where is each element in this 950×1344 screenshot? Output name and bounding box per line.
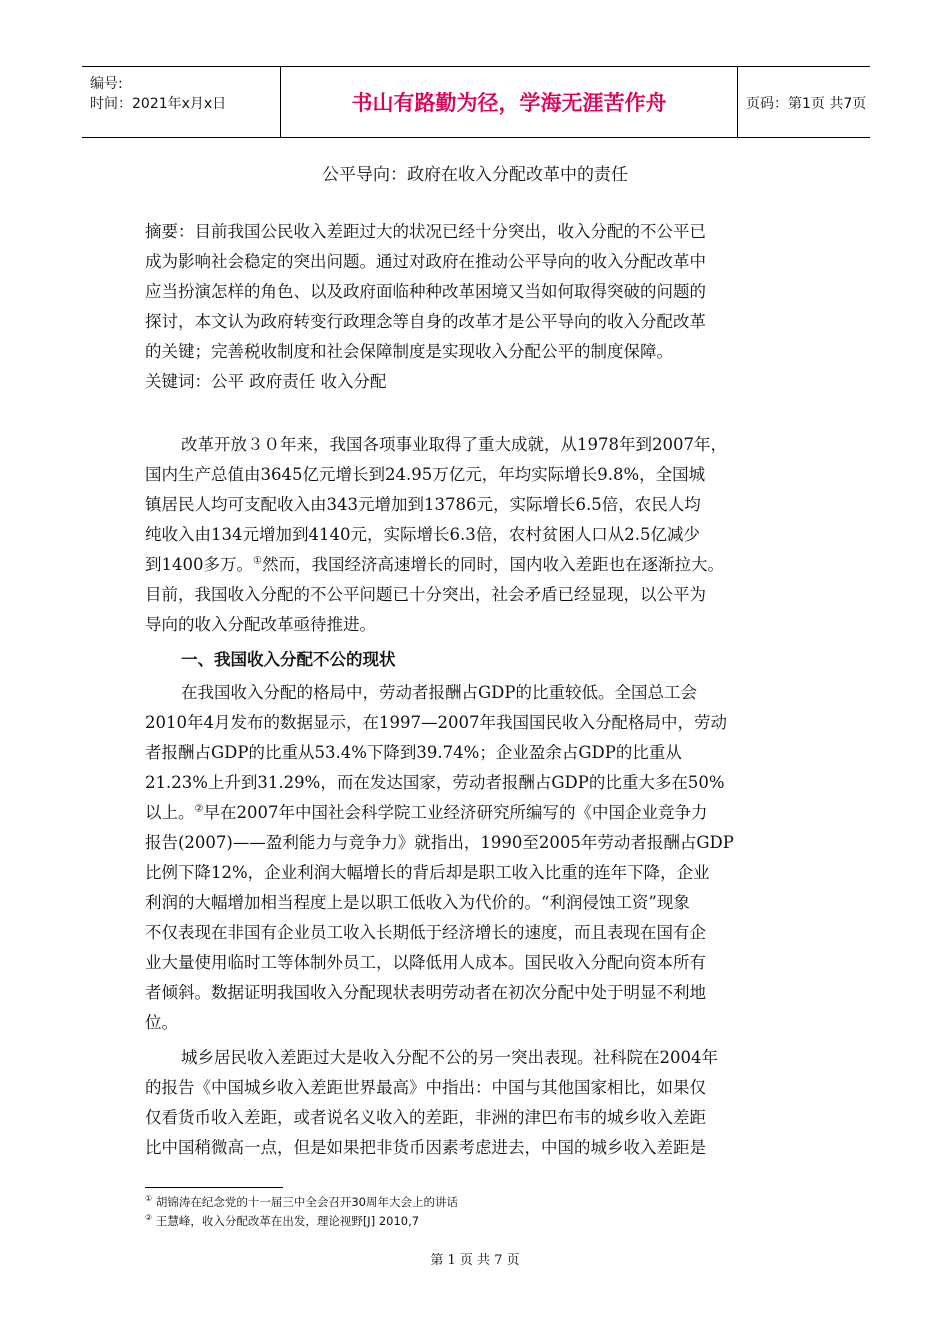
footnote-ref-1: ① <box>253 555 262 567</box>
paragraph-line: 在我国收入分配的格局中，劳动者报酬占GDP的比重较低。全国总工会 <box>181 683 698 702</box>
text-run: 以上。 <box>145 803 195 822</box>
paragraph-line: 21.23%上升到31.29%，而在发达国家，劳动者报酬占GDP的比重大多在50% <box>145 773 725 792</box>
motto-text: 书山有路勤为径，学海无涯苦作舟 <box>351 91 667 115</box>
abstract-line: 摘要：目前我国公民收入差距过大的状况已经十分突出，收入分配的不公平已 <box>145 222 706 241</box>
paragraph-line: 报告(2007)——盈利能力与竞争力》就指出，1990至2005年劳动者报酬占GDP <box>145 833 734 852</box>
page-number-footer: 第 1 页 共 7 页 <box>430 1253 520 1268</box>
text-run: 早在2007年中国社会科学院工业经济研究所编写的《中国企业竞争力 <box>203 803 708 822</box>
paragraph-line: 纯收入由134元增加到4140元，实际增长6.3倍，农村贫困人口从2.5亿减少 <box>145 525 700 544</box>
paragraph-line: 仅看货币收入差距，或者说名义收入的差距，非洲的津巴布韦的城乡收入差距 <box>145 1108 706 1127</box>
footnote-2 <box>145 1213 419 1229</box>
footnote-divider <box>145 1187 283 1188</box>
page-code: 页码：第1页 共7页 <box>746 96 867 112</box>
header-motto-cell <box>280 67 738 137</box>
abstract-line: 应当扮演怎样的角色、以及政府面临种种改革困境又当如何取得突破的问题的 <box>145 282 706 301</box>
paragraph-line: 位。 <box>145 1013 178 1032</box>
footnote-text: 胡锦涛在纪念党的十一届三中全会召开30周年大会上的讲话 <box>152 1195 458 1209</box>
paragraph-line: 导向的收入分配改革亟待推进。 <box>145 615 376 634</box>
paragraph-line: 者报酬占GDP的比重从53.4%下降到39.74%；企业盈余占GDP的比重从 <box>145 743 682 762</box>
section-heading: 一、我国收入分配不公的现状 <box>181 650 396 669</box>
page-header <box>82 66 870 138</box>
paragraph-line: 者倾斜。数据证明我国收入分配现状表明劳动者在初次分配中处于明显不利地 <box>145 983 706 1002</box>
paragraph-line: 利润的大幅增加相当程度上是以职工低收入为代价的。“利润侵蚀工资”现象 <box>145 893 690 912</box>
text-run: 然而，我国经济高速增长的同时，国内收入差距也在逐渐拉大。 <box>261 555 724 574</box>
paragraph-line: 业大量使用临时工等体制外员工，以降低用人成本。国民收入分配向资本所有 <box>145 953 706 972</box>
header-info-cell <box>82 67 280 137</box>
paragraph-line: 比中国稍微高一点，但是如果把非货币因素考虑进去，中国的城乡收入差距是 <box>145 1138 706 1157</box>
paragraph-line: 国内生产总值由3645亿元增长到24.95万亿元，年均实际增长9.8%，全国城 <box>145 465 706 484</box>
date-label: 时间：2021年x月x日 <box>90 96 227 112</box>
paragraph-line: 镇居民人均可支配收入由343元增加到13786元，实际增长6.5倍，农民人均 <box>145 495 701 514</box>
keywords-line: 关键词：公平 政府责任 收入分配 <box>145 372 387 391</box>
paragraph-line: 目前，我国收入分配的不公平问题已十分突出，社会矛盾已经显现，以公平为 <box>145 585 706 604</box>
header-page-cell <box>738 67 870 137</box>
paragraph-line: 比例下降12%，企业利润大幅增长的背后却是职工收入比重的连年下降，企业 <box>145 863 710 882</box>
footnote-mark: ② <box>145 1213 153 1223</box>
footnote-mark: ① <box>145 1194 153 1204</box>
footnote-text: 王慧峰，收入分配改革在出发，理论视野[J] 2010,7 <box>152 1214 420 1228</box>
abstract-line: 的关键；完善税收制度和社会保障制度是实现收入分配公平的制度保障。 <box>145 342 673 361</box>
paragraph-line: 的报告《中国城乡收入差距世界最高》中指出：中国与其他国家相比，如果仅 <box>145 1078 706 1097</box>
text-run: 到1400多万。 <box>145 555 253 574</box>
document-title: 公平导向：政府在收入分配改革中的责任 <box>322 165 628 185</box>
paragraph-line: 改革开放３０年来，我国各项事业取得了重大成就，从1978年到2007年， <box>181 435 727 454</box>
paragraph-line: 不仅表现在非国有企业员工收入长期低于经济增长的速度，而且表现在国有企 <box>145 923 706 942</box>
paragraph-line: 2010年4月发布的数据显示，在1997—2007年我国国民收入分配格局中，劳动 <box>145 713 727 732</box>
paragraph-line <box>145 557 724 574</box>
footnote-1 <box>145 1194 458 1210</box>
paragraph-line: 城乡居民收入差距过大是收入分配不公的另一突出表现。社科院在2004年 <box>181 1048 718 1067</box>
abstract-line: 探讨，本文认为政府转变行政理念等自身的改革才是公平导向的收入分配改革 <box>145 312 706 331</box>
footnote-ref-2: ② <box>194 803 204 815</box>
number-label: 编号: <box>90 76 123 92</box>
paragraph-line <box>145 805 707 822</box>
abstract-line: 成为影响社会稳定的突出问题。通过对政府在推动公平导向的收入分配改革中 <box>145 252 706 271</box>
